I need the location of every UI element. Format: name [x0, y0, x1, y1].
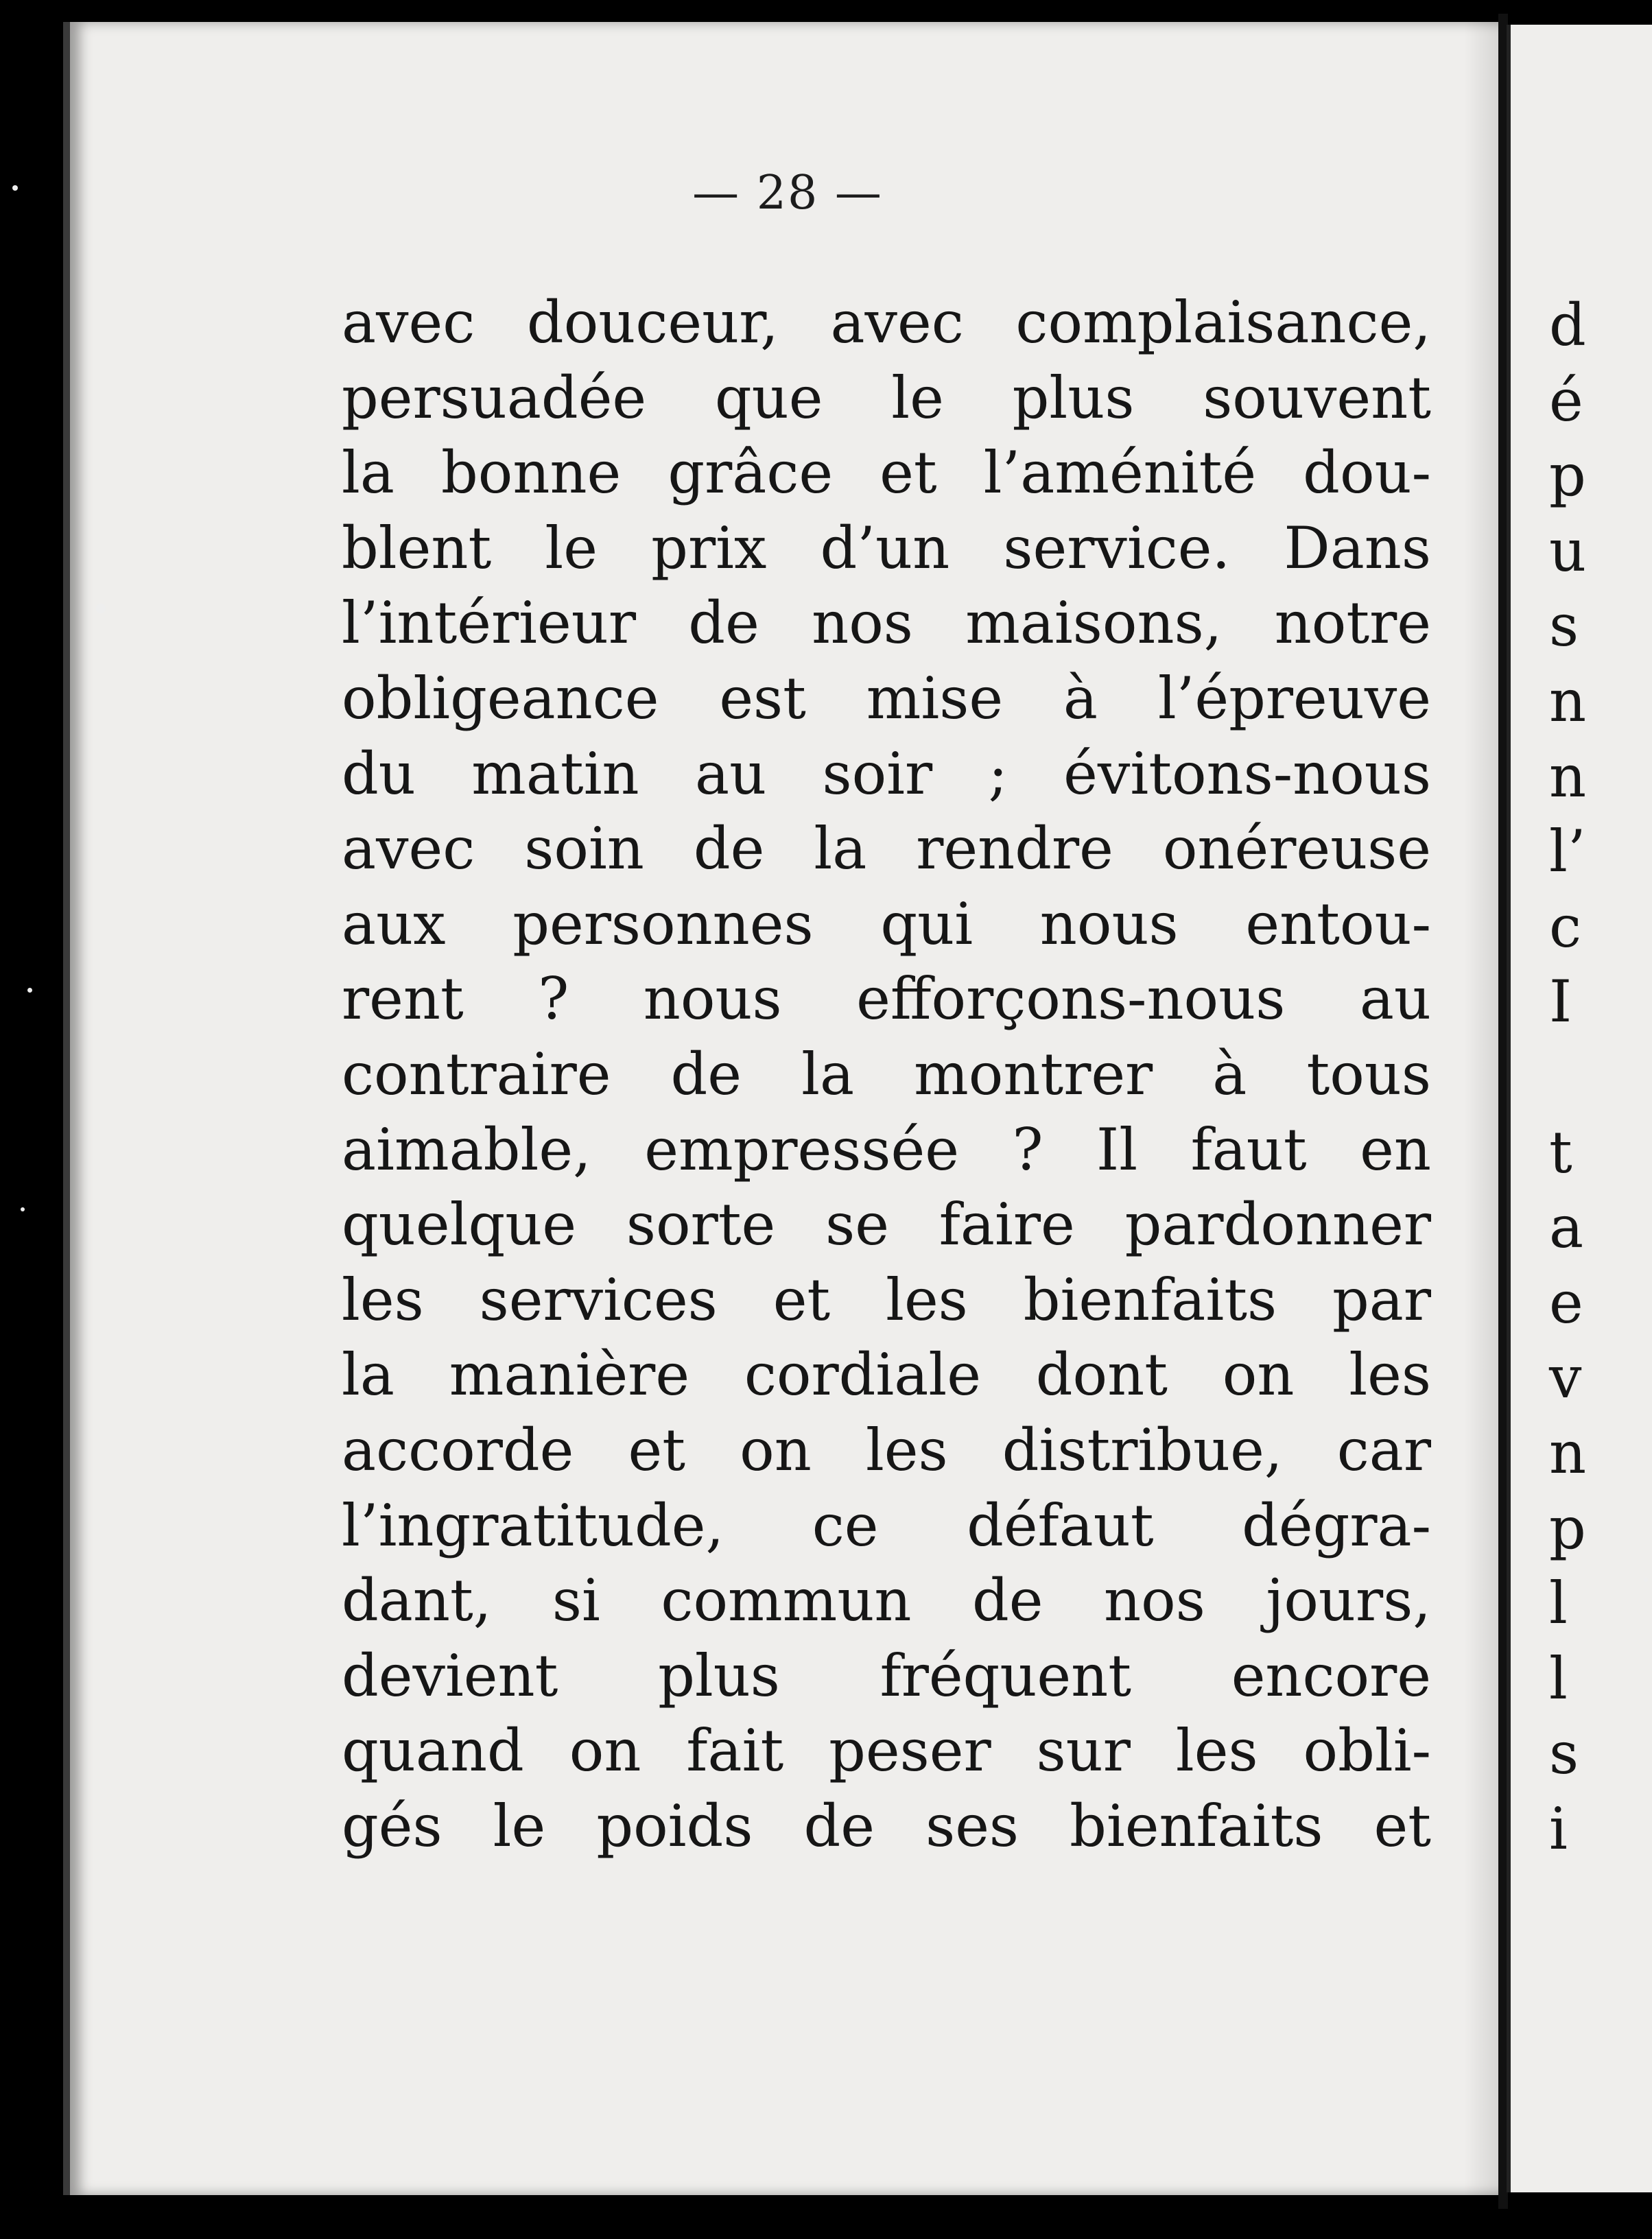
text-line: persuadée que le plus souvent [342, 364, 1431, 431]
dust-speck [21, 1207, 25, 1211]
facing-line: u [1549, 517, 1587, 584]
text-line: obligeance est mise à l’épreuve [342, 664, 1431, 732]
text-line: dant, si commun de nos jours, [342, 1567, 1431, 1635]
text-line: l’ingratitude, ce défaut dégra- [342, 1491, 1431, 1559]
text-line: la bonne grâce et l’aménité dou- [342, 439, 1431, 507]
facing-line: é [1549, 366, 1583, 434]
facing-line: n [1549, 742, 1587, 810]
text-line: accorde et on les distribue, car [342, 1416, 1431, 1484]
right-page-edge [1507, 25, 1652, 2192]
dust-speck [1644, 1578, 1648, 1582]
left-page [63, 22, 1505, 2195]
text-line: les services et les bienfaits par [342, 1266, 1431, 1334]
dust-speck [12, 185, 18, 191]
text-line: l’intérieur de nos maisons, notre [342, 589, 1431, 657]
facing-line: s [1549, 1720, 1579, 1788]
text-line: aimable, empressée ? Il faut en [342, 1115, 1431, 1183]
facing-line: s [1549, 592, 1579, 660]
facing-line: i [1549, 1794, 1568, 1862]
text-line: du matin au soir ; évitons-nous [342, 739, 1431, 807]
facing-line: p [1549, 1494, 1586, 1562]
text-line: quand on fait peser sur les obli- [342, 1717, 1431, 1785]
facing-line: l’ [1549, 818, 1586, 886]
text-line: avec douceur, avec complaisance, [342, 289, 1431, 356]
page-number: — 28 — [692, 166, 883, 220]
facing-line: l [1549, 1644, 1568, 1712]
text-line: contraire de la montrer à tous [342, 1040, 1431, 1108]
facing-line: l [1549, 1569, 1568, 1637]
facing-line: I [1549, 968, 1572, 1036]
text-line: avec soin de la rendre onéreuse [342, 815, 1431, 883]
text-line: rent ? nous efforçons-nous au [342, 965, 1431, 1033]
facing-page-text [1549, 288, 1586, 1867]
text-line: blent le prix d’un service. Dans [342, 514, 1431, 582]
text-line: aux personnes qui nous entou- [342, 890, 1431, 958]
facing-line: d [1549, 292, 1586, 359]
facing-line: t [1549, 1118, 1572, 1186]
text-line: devient plus fréquent encore [342, 1642, 1431, 1709]
text-line: quelque sorte se faire pardonner [342, 1191, 1431, 1259]
facing-line: v [1549, 1344, 1582, 1412]
dust-speck [96, 604, 106, 613]
facing-line: n [1549, 667, 1587, 735]
facing-line: p [1549, 442, 1586, 510]
facing-line: e [1549, 1268, 1583, 1336]
text-line: gés le poids de ses bienfaits et [342, 1792, 1431, 1860]
facing-line: a [1549, 1194, 1584, 1261]
dust-speck [27, 988, 32, 993]
text-line: la manière cordiale dont on les [342, 1341, 1431, 1409]
body-text [342, 285, 1431, 1864]
facing-line: c [1549, 892, 1582, 960]
facing-line: n [1549, 1419, 1587, 1486]
